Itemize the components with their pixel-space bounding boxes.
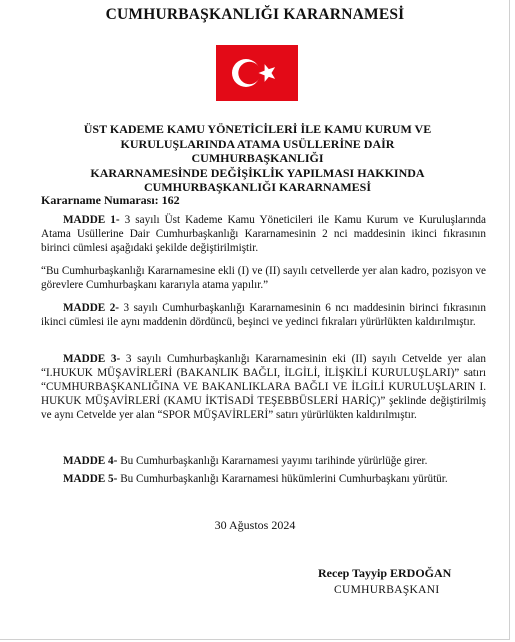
- article-4: [41, 454, 486, 468]
- article-label: MADDE 4-: [63, 455, 118, 467]
- article-text: Bu Cumhurbaşkanlığı Kararnamesi hükümlerini Cumhurbaşkanı yürütür.: [120, 473, 448, 485]
- article-label: MADDE 3-: [63, 353, 121, 365]
- decree-title-line: KURULUŞLARINDA ATAMA USÜLLERİNE DAİR CUMHURBAŞKANLIĞI: [120, 136, 395, 165]
- article-text: “Bu Cumhurbaşkanlığı Kararnamesine ekli (I) ve (II) sayılı cetvellerde yer alan kadro, pozisyon ve görevlere Cumhurbaşkanı kararıyla atama yapılır.”: [41, 265, 486, 291]
- decree-title-line: KARARNAMESİNDE DEĞİŞİKLİK YAPILMASI HAKKINDA: [90, 165, 425, 180]
- signer-name: Recep Tayyip ERDOĞAN: [318, 566, 452, 580]
- document-header-title: CUMHURBAŞKANLIĞI KARARNAMESİ: [105, 6, 405, 23]
- article-3: [41, 352, 486, 422]
- turkish-flag-icon: [216, 45, 298, 101]
- article-label: MADDE 5-: [63, 473, 118, 485]
- decree-title: [60, 122, 455, 195]
- signer-title: CUMHURBAŞKANI: [334, 584, 440, 596]
- article-text: Bu Cumhurbaşkanlığı Kararnamesi yayımı tarihinde yürürlüğe girer.: [120, 455, 428, 467]
- article-text: 3 sayılı Cumhurbaşkanlığı Kararnamesinin 6 ncı maddesinin birinci fıkrasının ikinci cümlesi ile aynı maddenin dördüncü, beşinci ve yedinci fıkraları yürürlükten kaldırılmıştır.: [41, 302, 487, 328]
- article-1: [41, 213, 486, 255]
- article-label: MADDE 2-: [63, 302, 120, 314]
- article-text: 3 sayılı Üst Kademe Kamu Yöneticileri ile Kamu Kurum ve Kuruluşlarında Atama Usüllerine Dair Cumhurbaşkanlığı Kararnamesinin 2 nci maddesinin ikinci fıkrasının birinci cümlesi aşağıdaki şekilde değiştirilmiştir.: [41, 214, 486, 254]
- article-1-quote: [41, 264, 486, 292]
- decree-title-line: ÜST KADEME KAMU YÖNETİCİLERİ İLE KAMU KURUM VE: [83, 122, 432, 136]
- decree-date: 30 Ağustos 2024: [214, 518, 296, 532]
- article-5: [41, 472, 486, 486]
- article-2: [41, 301, 486, 329]
- article-text: 3 sayılı Cumhurbaşkanlığı Kararnamesinin eki (II) sayılı Cetvelde yer alan “I.HUKUK MÜŞAVİRLERİ (BAKANLIK BAĞLI, İLGİLİ, İLİŞKİLİ KURULUŞLARI)” satırı “CUMHURBAŞKANLIĞINA VE BAKANLIKLARA BAĞLI VE İLGİLİ KURULUŞLARIN I. HUKUK MÜŞAVİRLERİ (KAMU İKTİSADİ TEŞEBBÜSLERİ HARİÇ)” şeklinde değiştirilmiş ve aynı Cetvelde yer alan “SPOR MÜŞAVİRLERİ” satırı yürürlükten kaldırılmıştır.: [41, 353, 486, 421]
- flag-crescent-inner: [238, 62, 260, 84]
- decree-number: Kararname Numarası: 162: [41, 193, 180, 207]
- article-label: MADDE 1-: [63, 214, 120, 226]
- decree-title-line: CUMHURBAŞKANLIĞI KARARNAMESİ: [143, 180, 371, 194]
